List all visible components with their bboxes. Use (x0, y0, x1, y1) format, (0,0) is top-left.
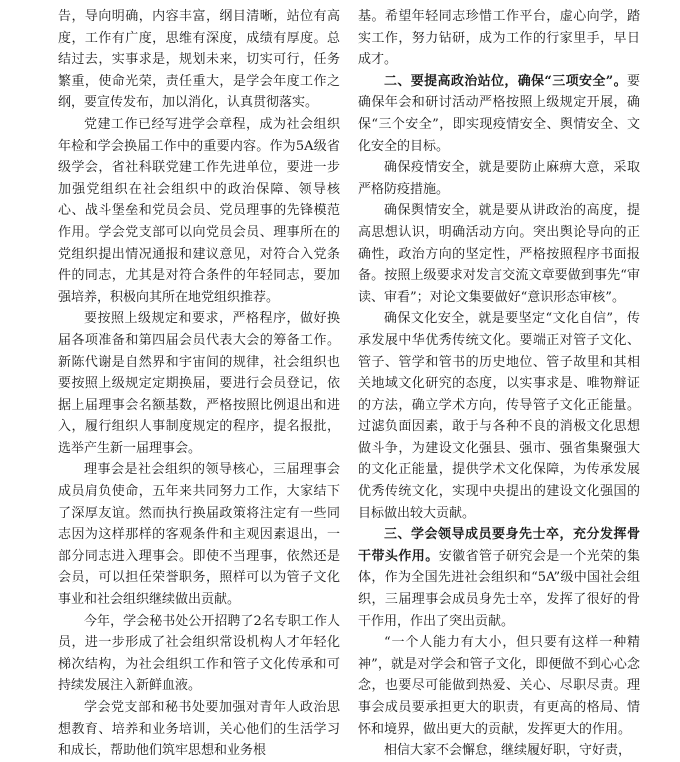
right-paragraph-4: 确保文化安全，就是要坚定“文化自信”，传承发展中华优秀传统文化。要端正对管子文化、管子、管学和管书的历史地位、管子故里和其相关地域文化研究的态度，以实事求是、唯物辩证的方法，确立学术方向，传导管子文化正能量。过滤负面因素，敢于与各种不良的消极文化思想做斗争，为建设文化强县、强市、强省集聚强大的文化正能量，提供学术文化保障，为传承发展优秀传统文化，实现中央提出的建设文化强国的目标做出较大贡献。 (358, 311, 640, 521)
right-column (358, 6, 640, 762)
left-paragraph-2: 党建工作已经写进学会章程，成为社会组织年检和学会换届工作中的重要内容。作为5A级省级学会，省社科联党建工作先进单位，要进一步加强党组织在社会组织中的政治保障、领导核心、战斗堡垒和党员会员、党员理事的先锋模范作用。学会党支部可以向党员会员、理事所在的党组织提出情况通报和建议意见，对符合入党条件的同志，尤其是对符合条件的年轻同志，要加强培养，积极向其所在地党组织推荐。 (58, 116, 340, 305)
left-paragraph-4: 理事会是社会组织的领导核心，三届理事会成员肩负使命，五年来共同努力工作，大家结下了深厚友谊。然而执行换届政策将注定有一些同志因为这样那样的客观条件和主观因素退出，一部分同志进入理事会。即使不当理事，依然还是会员，可以担任荣誉职务，照样可以为管子文化事业和社会组织继续做出贡献。 (58, 462, 340, 608)
section-two-text: 要确保年会和研讨活动严格按照上级规定开展，确保“三个安全”，即实现疫情安全、舆情安全、文化安全的目标。 (358, 73, 640, 154)
right-paragraph-6: 相信大家不会懈怠，继续履好职，守好责， (384, 743, 632, 759)
right-paragraph-2: 确保疫情安全，就是要防止麻痹大意，采取严格防疫措施。 (358, 160, 640, 197)
left-column (58, 6, 340, 762)
left-paragraph-5: 今年，学会秘书处公开招聘了2名专职工作人员，进一步形成了社会组织常设机构人才年轻化梯次结构，为社会组织工作和管子文化传承和可持续发展注入新鲜血液。 (58, 613, 340, 694)
section-three-heading: 三、学会领导成员要身先士卒，充分发挥骨干带头作用。 (358, 527, 640, 564)
section-two-paragraph (358, 71, 640, 157)
section-two-heading: 二、要提高政治站位，确保“三项安全”。 (384, 73, 627, 89)
left-paragraph-1: 告，导向明确，内容丰富，纲目清晰，站位有高度，工作有广度，思维有深度，成绩有厚度。总结过去，实事求是，规划未来，切实可行，任务繁重，使命光荣，责任重大，是学会年度工作之纲，要宣传发布，加以消化，认真贯彻落实。 (58, 9, 340, 111)
left-paragraph-3: 要按照上级规定和要求，严格程序，做好换届各项准备和第四届会员代表大会的筹备工作。新陈代谢是自然界和宇宙间的规律，社会组织也要按照上级规定定期换届，要进行会员登记，依据上届理事会名额基数，严格按照比例退出和进入，履行组织人事制度规定的程序，提名报批，选举产生新一届理事会。 (58, 311, 340, 456)
right-paragraph-1: 基。希望年轻同志珍惜工作平台，虚心向学，踏实工作，努力钻研，成为工作的行家里手，早日成才。 (358, 9, 640, 68)
section-three-paragraph (358, 524, 640, 632)
right-paragraph-3: 确保舆情安全，就是要从讲政治的高度，提高思想认识，明确活动方向。突出舆论导向的正确性，政治方向的坚定性，严格按照程序书面报备。按照上级要求对发言交流文章要做到事先“审读、审看”；对论文集要做好“意识形态审核”。 (358, 203, 640, 305)
left-paragraph-6: 学会党支部和秘书处要加强对青年人政治思想教育、培养和业务培训，关心他们的生活学习和成长，帮助他们筑牢思想和业务根 (58, 700, 340, 759)
section-three-text: 安徽省管子研究会是一个光荣的集体，作为全国先进社会组织和“5A”级中国社会组织，三届理事会成员身先士卒，发挥了很好的骨干作用，作出了突出贡献。 (358, 548, 640, 629)
right-paragraph-5: “一个人能力有大小，但只要有这样一种精神”，就是对学会和管子文化，即便做不到心心念念，也要尽可能做到热爱、关心、尽职尽责。理事会成员要承担更大的职责，有更高的格局、情怀和境界，做出更大的贡献，发挥更大的作用。 (358, 635, 640, 737)
